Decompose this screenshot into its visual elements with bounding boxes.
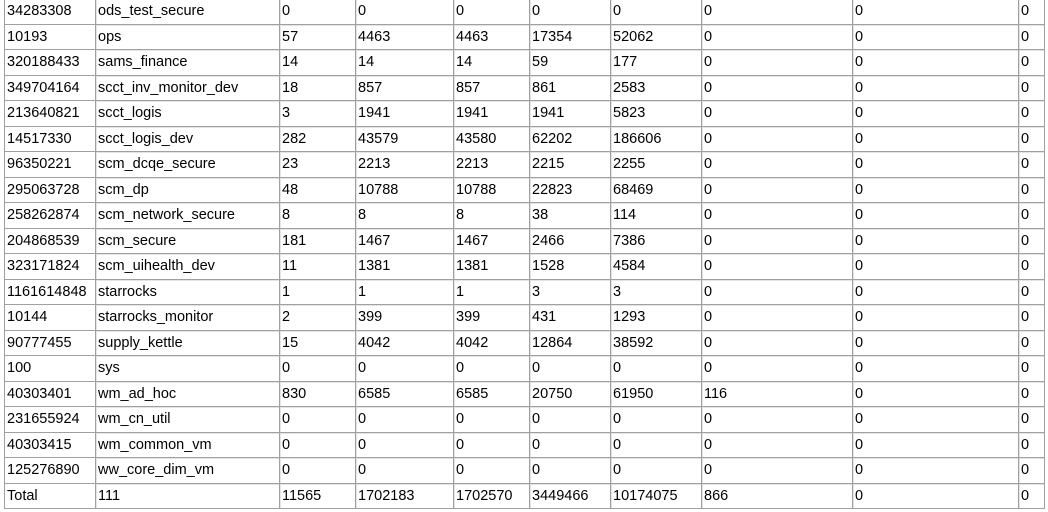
id-cell: 125276890 bbox=[5, 458, 96, 484]
id-cell: 1161614848 bbox=[5, 280, 96, 306]
col8-cell: 0 bbox=[702, 356, 853, 382]
col9-cell: 0 bbox=[853, 229, 1019, 255]
col10-cell: 0 bbox=[1019, 127, 1045, 153]
col5-cell: 4042 bbox=[454, 331, 530, 357]
col4-cell: 8 bbox=[356, 203, 454, 229]
col7-cell: 0 bbox=[611, 433, 702, 459]
name-cell: wm_common_vm bbox=[96, 433, 280, 459]
col6-cell: 0 bbox=[530, 407, 611, 433]
col5-cell: 0 bbox=[454, 356, 530, 382]
col7-cell: 177 bbox=[611, 50, 702, 76]
name-cell: 111 bbox=[96, 484, 280, 510]
col7-cell: 114 bbox=[611, 203, 702, 229]
col6-cell: 2215 bbox=[530, 152, 611, 178]
col5-cell: 0 bbox=[454, 407, 530, 433]
col3-cell: 57 bbox=[280, 25, 356, 51]
col5-cell: 8 bbox=[454, 203, 530, 229]
col6-cell: 0 bbox=[530, 0, 611, 25]
col5-cell: 1 bbox=[454, 280, 530, 306]
col3-cell: 181 bbox=[280, 229, 356, 255]
table-row bbox=[5, 0, 1045, 25]
col6-cell: 38 bbox=[530, 203, 611, 229]
table-row bbox=[5, 458, 1045, 484]
total-row bbox=[5, 484, 1045, 510]
col4-cell: 6585 bbox=[356, 382, 454, 408]
id-cell: 295063728 bbox=[5, 178, 96, 204]
table-row bbox=[5, 331, 1045, 357]
col8-cell: 0 bbox=[702, 331, 853, 357]
col4-cell: 43579 bbox=[356, 127, 454, 153]
col6-cell: 22823 bbox=[530, 178, 611, 204]
col10-cell: 0 bbox=[1019, 178, 1045, 204]
name-cell: sys bbox=[96, 356, 280, 382]
col4-cell: 1702183 bbox=[356, 484, 454, 510]
table-row bbox=[5, 76, 1045, 102]
col4-cell: 2213 bbox=[356, 152, 454, 178]
col3-cell: 15 bbox=[280, 331, 356, 357]
col7-cell: 4584 bbox=[611, 254, 702, 280]
table-row bbox=[5, 203, 1045, 229]
col9-cell: 0 bbox=[853, 178, 1019, 204]
table-row bbox=[5, 407, 1045, 433]
col9-cell: 0 bbox=[853, 50, 1019, 76]
col3-cell: 2 bbox=[280, 305, 356, 331]
col8-cell: 0 bbox=[702, 101, 853, 127]
col7-cell: 3 bbox=[611, 280, 702, 306]
col7-cell: 61950 bbox=[611, 382, 702, 408]
col4-cell: 1941 bbox=[356, 101, 454, 127]
col9-cell: 0 bbox=[853, 305, 1019, 331]
name-cell: ww_core_dim_vm bbox=[96, 458, 280, 484]
id-cell: 14517330 bbox=[5, 127, 96, 153]
col8-cell: 0 bbox=[702, 76, 853, 102]
col9-cell: 0 bbox=[853, 331, 1019, 357]
name-cell: scm_secure bbox=[96, 229, 280, 255]
col6-cell: 62202 bbox=[530, 127, 611, 153]
table-row bbox=[5, 127, 1045, 153]
id-cell: 96350221 bbox=[5, 152, 96, 178]
col9-cell: 0 bbox=[853, 458, 1019, 484]
col7-cell: 68469 bbox=[611, 178, 702, 204]
table-row bbox=[5, 229, 1045, 255]
col10-cell: 0 bbox=[1019, 356, 1045, 382]
col10-cell: 0 bbox=[1019, 229, 1045, 255]
col6-cell: 17354 bbox=[530, 25, 611, 51]
col6-cell: 2466 bbox=[530, 229, 611, 255]
col8-cell: 0 bbox=[702, 280, 853, 306]
col9-cell: 0 bbox=[853, 127, 1019, 153]
name-cell: starrocks_monitor bbox=[96, 305, 280, 331]
col10-cell: 0 bbox=[1019, 331, 1045, 357]
col8-cell: 0 bbox=[702, 178, 853, 204]
name-cell: ops bbox=[96, 25, 280, 51]
id-cell: 40303415 bbox=[5, 433, 96, 459]
id-cell: 320188433 bbox=[5, 50, 96, 76]
col7-cell: 186606 bbox=[611, 127, 702, 153]
col4-cell: 399 bbox=[356, 305, 454, 331]
col8-cell: 0 bbox=[702, 254, 853, 280]
id-cell: 204868539 bbox=[5, 229, 96, 255]
id-cell: 349704164 bbox=[5, 76, 96, 102]
id-cell: 40303401 bbox=[5, 382, 96, 408]
col9-cell: 0 bbox=[853, 433, 1019, 459]
col5-cell: 43580 bbox=[454, 127, 530, 153]
col9-cell: 0 bbox=[853, 25, 1019, 51]
col5-cell: 399 bbox=[454, 305, 530, 331]
col10-cell: 0 bbox=[1019, 50, 1045, 76]
name-cell: scct_logis bbox=[96, 101, 280, 127]
col4-cell: 4463 bbox=[356, 25, 454, 51]
col10-cell: 0 bbox=[1019, 305, 1045, 331]
col5-cell: 1467 bbox=[454, 229, 530, 255]
col8-cell: 0 bbox=[702, 25, 853, 51]
col5-cell: 0 bbox=[454, 458, 530, 484]
col7-cell: 0 bbox=[611, 356, 702, 382]
col6-cell: 3 bbox=[530, 280, 611, 306]
col6-cell: 861 bbox=[530, 76, 611, 102]
col9-cell: 0 bbox=[853, 254, 1019, 280]
col5-cell: 1702570 bbox=[454, 484, 530, 510]
col4-cell: 0 bbox=[356, 0, 454, 25]
col8-cell: 0 bbox=[702, 203, 853, 229]
table-row bbox=[5, 382, 1045, 408]
col10-cell: 0 bbox=[1019, 254, 1045, 280]
col10-cell: 0 bbox=[1019, 25, 1045, 51]
col9-cell: 0 bbox=[853, 152, 1019, 178]
data-table-container bbox=[4, 0, 1045, 509]
id-cell: 231655924 bbox=[5, 407, 96, 433]
col10-cell: 0 bbox=[1019, 484, 1045, 510]
table-row bbox=[5, 254, 1045, 280]
col7-cell: 52062 bbox=[611, 25, 702, 51]
name-cell: supply_kettle bbox=[96, 331, 280, 357]
col8-cell: 0 bbox=[702, 0, 853, 25]
col3-cell: 830 bbox=[280, 382, 356, 408]
col3-cell: 14 bbox=[280, 50, 356, 76]
col3-cell: 282 bbox=[280, 127, 356, 153]
col10-cell: 0 bbox=[1019, 0, 1045, 25]
id-cell: 100 bbox=[5, 356, 96, 382]
col6-cell: 0 bbox=[530, 433, 611, 459]
name-cell: wm_ad_hoc bbox=[96, 382, 280, 408]
col3-cell: 23 bbox=[280, 152, 356, 178]
table-row bbox=[5, 25, 1045, 51]
col3-cell: 1 bbox=[280, 280, 356, 306]
col7-cell: 2255 bbox=[611, 152, 702, 178]
col9-cell: 0 bbox=[853, 356, 1019, 382]
id-cell: 10193 bbox=[5, 25, 96, 51]
id-cell: 258262874 bbox=[5, 203, 96, 229]
col4-cell: 4042 bbox=[356, 331, 454, 357]
col3-cell: 11565 bbox=[280, 484, 356, 510]
id-cell: Total bbox=[5, 484, 96, 510]
col9-cell: 0 bbox=[853, 76, 1019, 102]
col5-cell: 4463 bbox=[454, 25, 530, 51]
col7-cell: 38592 bbox=[611, 331, 702, 357]
col7-cell: 1293 bbox=[611, 305, 702, 331]
table-row bbox=[5, 152, 1045, 178]
col8-cell: 866 bbox=[702, 484, 853, 510]
col8-cell: 116 bbox=[702, 382, 853, 408]
col4-cell: 0 bbox=[356, 433, 454, 459]
table-row bbox=[5, 178, 1045, 204]
name-cell: scct_logis_dev bbox=[96, 127, 280, 153]
col10-cell: 0 bbox=[1019, 101, 1045, 127]
col8-cell: 0 bbox=[702, 407, 853, 433]
col4-cell: 0 bbox=[356, 458, 454, 484]
col3-cell: 48 bbox=[280, 178, 356, 204]
col7-cell: 5823 bbox=[611, 101, 702, 127]
col8-cell: 0 bbox=[702, 152, 853, 178]
col9-cell: 0 bbox=[853, 101, 1019, 127]
col9-cell: 0 bbox=[853, 407, 1019, 433]
data-table bbox=[4, 0, 1045, 509]
col5-cell: 2213 bbox=[454, 152, 530, 178]
id-cell: 34283308 bbox=[5, 0, 96, 25]
col3-cell: 8 bbox=[280, 203, 356, 229]
col8-cell: 0 bbox=[702, 305, 853, 331]
col8-cell: 0 bbox=[702, 50, 853, 76]
col5-cell: 0 bbox=[454, 433, 530, 459]
id-cell: 10144 bbox=[5, 305, 96, 331]
col10-cell: 0 bbox=[1019, 280, 1045, 306]
col10-cell: 0 bbox=[1019, 458, 1045, 484]
name-cell: ods_test_secure bbox=[96, 0, 280, 25]
col3-cell: 18 bbox=[280, 76, 356, 102]
col5-cell: 0 bbox=[454, 0, 530, 25]
col9-cell: 0 bbox=[853, 0, 1019, 25]
col7-cell: 2583 bbox=[611, 76, 702, 102]
col6-cell: 1941 bbox=[530, 101, 611, 127]
col5-cell: 1941 bbox=[454, 101, 530, 127]
col4-cell: 0 bbox=[356, 356, 454, 382]
col5-cell: 10788 bbox=[454, 178, 530, 204]
col8-cell: 0 bbox=[702, 127, 853, 153]
name-cell: scm_dcqe_secure bbox=[96, 152, 280, 178]
col6-cell: 3449466 bbox=[530, 484, 611, 510]
name-cell: scm_uihealth_dev bbox=[96, 254, 280, 280]
col3-cell: 0 bbox=[280, 433, 356, 459]
table-row bbox=[5, 50, 1045, 76]
id-cell: 90777455 bbox=[5, 331, 96, 357]
col7-cell: 0 bbox=[611, 0, 702, 25]
col5-cell: 14 bbox=[454, 50, 530, 76]
col3-cell: 0 bbox=[280, 458, 356, 484]
col10-cell: 0 bbox=[1019, 433, 1045, 459]
col5-cell: 6585 bbox=[454, 382, 530, 408]
col4-cell: 14 bbox=[356, 50, 454, 76]
col3-cell: 11 bbox=[280, 254, 356, 280]
col5-cell: 857 bbox=[454, 76, 530, 102]
col3-cell: 0 bbox=[280, 356, 356, 382]
col7-cell: 0 bbox=[611, 458, 702, 484]
col3-cell: 0 bbox=[280, 0, 356, 25]
col4-cell: 857 bbox=[356, 76, 454, 102]
col9-cell: 0 bbox=[853, 280, 1019, 306]
col10-cell: 0 bbox=[1019, 152, 1045, 178]
col9-cell: 0 bbox=[853, 203, 1019, 229]
col6-cell: 12864 bbox=[530, 331, 611, 357]
col3-cell: 3 bbox=[280, 101, 356, 127]
col9-cell: 0 bbox=[853, 484, 1019, 510]
col10-cell: 0 bbox=[1019, 407, 1045, 433]
col3-cell: 0 bbox=[280, 407, 356, 433]
col4-cell: 1381 bbox=[356, 254, 454, 280]
col10-cell: 0 bbox=[1019, 203, 1045, 229]
col8-cell: 0 bbox=[702, 229, 853, 255]
name-cell: wm_cn_util bbox=[96, 407, 280, 433]
col6-cell: 59 bbox=[530, 50, 611, 76]
col6-cell: 0 bbox=[530, 458, 611, 484]
col6-cell: 20750 bbox=[530, 382, 611, 408]
col9-cell: 0 bbox=[853, 382, 1019, 408]
table-body bbox=[5, 0, 1045, 509]
col6-cell: 0 bbox=[530, 356, 611, 382]
col8-cell: 0 bbox=[702, 458, 853, 484]
id-cell: 213640821 bbox=[5, 101, 96, 127]
col4-cell: 1 bbox=[356, 280, 454, 306]
col7-cell: 10174075 bbox=[611, 484, 702, 510]
table-row bbox=[5, 280, 1045, 306]
col5-cell: 1381 bbox=[454, 254, 530, 280]
col7-cell: 0 bbox=[611, 407, 702, 433]
col4-cell: 0 bbox=[356, 407, 454, 433]
table-row bbox=[5, 433, 1045, 459]
col6-cell: 1528 bbox=[530, 254, 611, 280]
name-cell: scm_dp bbox=[96, 178, 280, 204]
id-cell: 323171824 bbox=[5, 254, 96, 280]
col10-cell: 0 bbox=[1019, 382, 1045, 408]
name-cell: starrocks bbox=[96, 280, 280, 306]
table-row bbox=[5, 356, 1045, 382]
col10-cell: 0 bbox=[1019, 76, 1045, 102]
name-cell: scct_inv_monitor_dev bbox=[96, 76, 280, 102]
table-row bbox=[5, 101, 1045, 127]
col6-cell: 431 bbox=[530, 305, 611, 331]
col4-cell: 10788 bbox=[356, 178, 454, 204]
col8-cell: 0 bbox=[702, 433, 853, 459]
col7-cell: 7386 bbox=[611, 229, 702, 255]
name-cell: sams_finance bbox=[96, 50, 280, 76]
col4-cell: 1467 bbox=[356, 229, 454, 255]
table-row bbox=[5, 305, 1045, 331]
name-cell: scm_network_secure bbox=[96, 203, 280, 229]
